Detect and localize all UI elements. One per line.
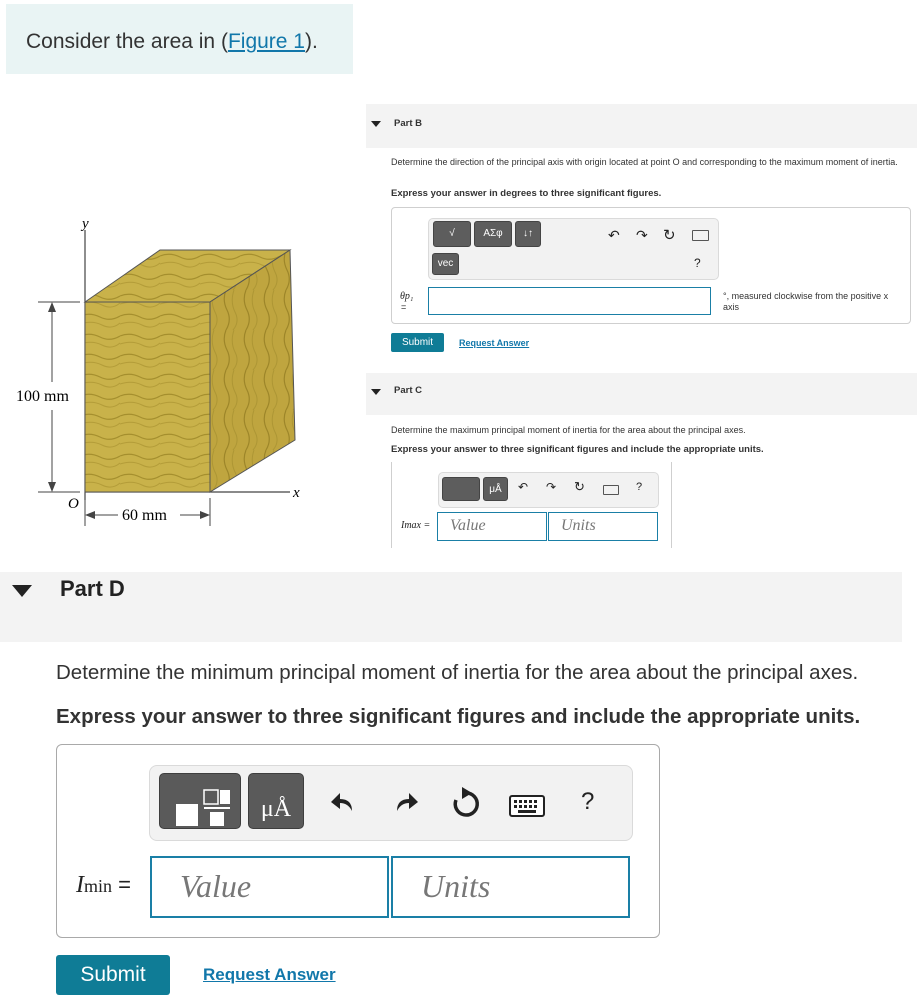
collapse-caret-icon[interactable]: [371, 121, 381, 127]
theta-label: θp₁: [400, 291, 414, 302]
help-icon[interactable]: ?: [581, 788, 595, 815]
undo-icon[interactable]: ↶: [608, 227, 620, 243]
imin-symbol: I: [76, 872, 84, 898]
redo-icon[interactable]: [393, 789, 419, 815]
part-d-header[interactable]: [0, 572, 902, 642]
redo-icon[interactable]: ↷: [546, 480, 557, 494]
help-icon[interactable]: ?: [636, 481, 643, 493]
imin-subscript: min: [84, 876, 113, 896]
reset-icon[interactable]: ↻: [663, 227, 676, 244]
equals-sign: =: [401, 302, 407, 312]
undo-icon[interactable]: ↶: [518, 480, 529, 494]
reset-icon[interactable]: ↻: [574, 479, 585, 494]
units-icon: μÅ: [489, 484, 502, 495]
template-fraction-button[interactable]: [159, 773, 241, 829]
units-icon: μÅ: [260, 796, 292, 822]
imax-value-input[interactable]: Value: [437, 512, 547, 541]
width-dimension: 60 mm: [122, 507, 167, 524]
imin-value-input[interactable]: Value: [150, 856, 389, 918]
equals-sign: =: [118, 872, 131, 897]
sort-button[interactable]: [515, 221, 541, 247]
figure-1-image: [0, 210, 330, 540]
greek-label: ΑΣφ: [483, 228, 503, 239]
part-c-instruction: Express your answer to three significant figures and include the appropriate units.: [391, 444, 764, 455]
figure-1-link[interactable]: Figure 1: [227, 30, 305, 53]
template-sqrt-icon: √: [449, 228, 455, 239]
intro-prefix: Consider the area in (: [26, 30, 228, 53]
part-c-title: Part C: [394, 385, 422, 396]
imax-units-input[interactable]: Units: [548, 512, 658, 541]
fraction-template-icon: [160, 774, 240, 828]
units-button[interactable]: [248, 773, 304, 829]
units-button[interactable]: [483, 477, 508, 501]
reset-icon[interactable]: [450, 787, 482, 819]
part-c-header[interactable]: [366, 373, 917, 415]
template-fraction-button[interactable]: [442, 477, 480, 501]
part-b-instruction: Express your answer in degrees to three significant figures.: [391, 188, 662, 199]
intro-banner: [6, 4, 353, 74]
keyboard-icon[interactable]: [603, 485, 619, 495]
help-icon[interactable]: ?: [694, 256, 701, 270]
angle-unit-note: °, measured clockwise from the positive x axis: [723, 291, 889, 312]
origin-label: O: [68, 496, 79, 512]
greek-symbols-button[interactable]: [474, 221, 512, 247]
x-axis-label: x: [293, 485, 300, 501]
part-b-submit-button[interactable]: Submit: [391, 333, 444, 352]
part-d-title: Part D: [60, 576, 125, 601]
vec-button[interactable]: [432, 253, 459, 275]
keyboard-icon[interactable]: [692, 230, 709, 241]
part-c-question: Determine the maximum principal moment of inertia for the area about the principal axes.: [391, 425, 746, 435]
intro-suffix: ).: [305, 30, 318, 53]
imin-label: [76, 872, 131, 899]
undo-icon[interactable]: [330, 789, 356, 815]
part-d-request-answer-link[interactable]: Request Answer: [203, 965, 336, 984]
redo-icon[interactable]: ↷: [636, 227, 648, 243]
imin-units-input[interactable]: Units: [391, 856, 630, 918]
part-b-header[interactable]: [366, 104, 917, 148]
part-b-title: Part B: [394, 118, 422, 129]
part-d-submit-button[interactable]: Submit: [56, 955, 170, 995]
keyboard-icon[interactable]: [509, 795, 545, 817]
sort-icon: ↓↑: [523, 228, 533, 239]
imax-label: Imax =: [401, 520, 431, 531]
vec-label: vec: [437, 258, 454, 269]
part-b-request-answer-link[interactable]: Request Answer: [459, 338, 530, 348]
collapse-caret-icon[interactable]: [371, 389, 381, 395]
part-b-question: Determine the direction of the principal axis with origin located at point O and corresponding to the maximum moment of inertia.: [391, 157, 898, 167]
y-axis-label: y: [82, 216, 89, 232]
collapse-caret-icon[interactable]: [12, 585, 32, 597]
part-d-instruction: Express your answer to three significant figures and include the appropriate units.: [56, 705, 861, 728]
part-d-question: Determine the minimum principal moment of inertia for the area about the principal axes.: [56, 661, 859, 684]
theta-input[interactable]: [428, 287, 711, 315]
template-sqrt-button[interactable]: [433, 221, 471, 247]
height-dimension: 100 mm: [16, 388, 69, 405]
